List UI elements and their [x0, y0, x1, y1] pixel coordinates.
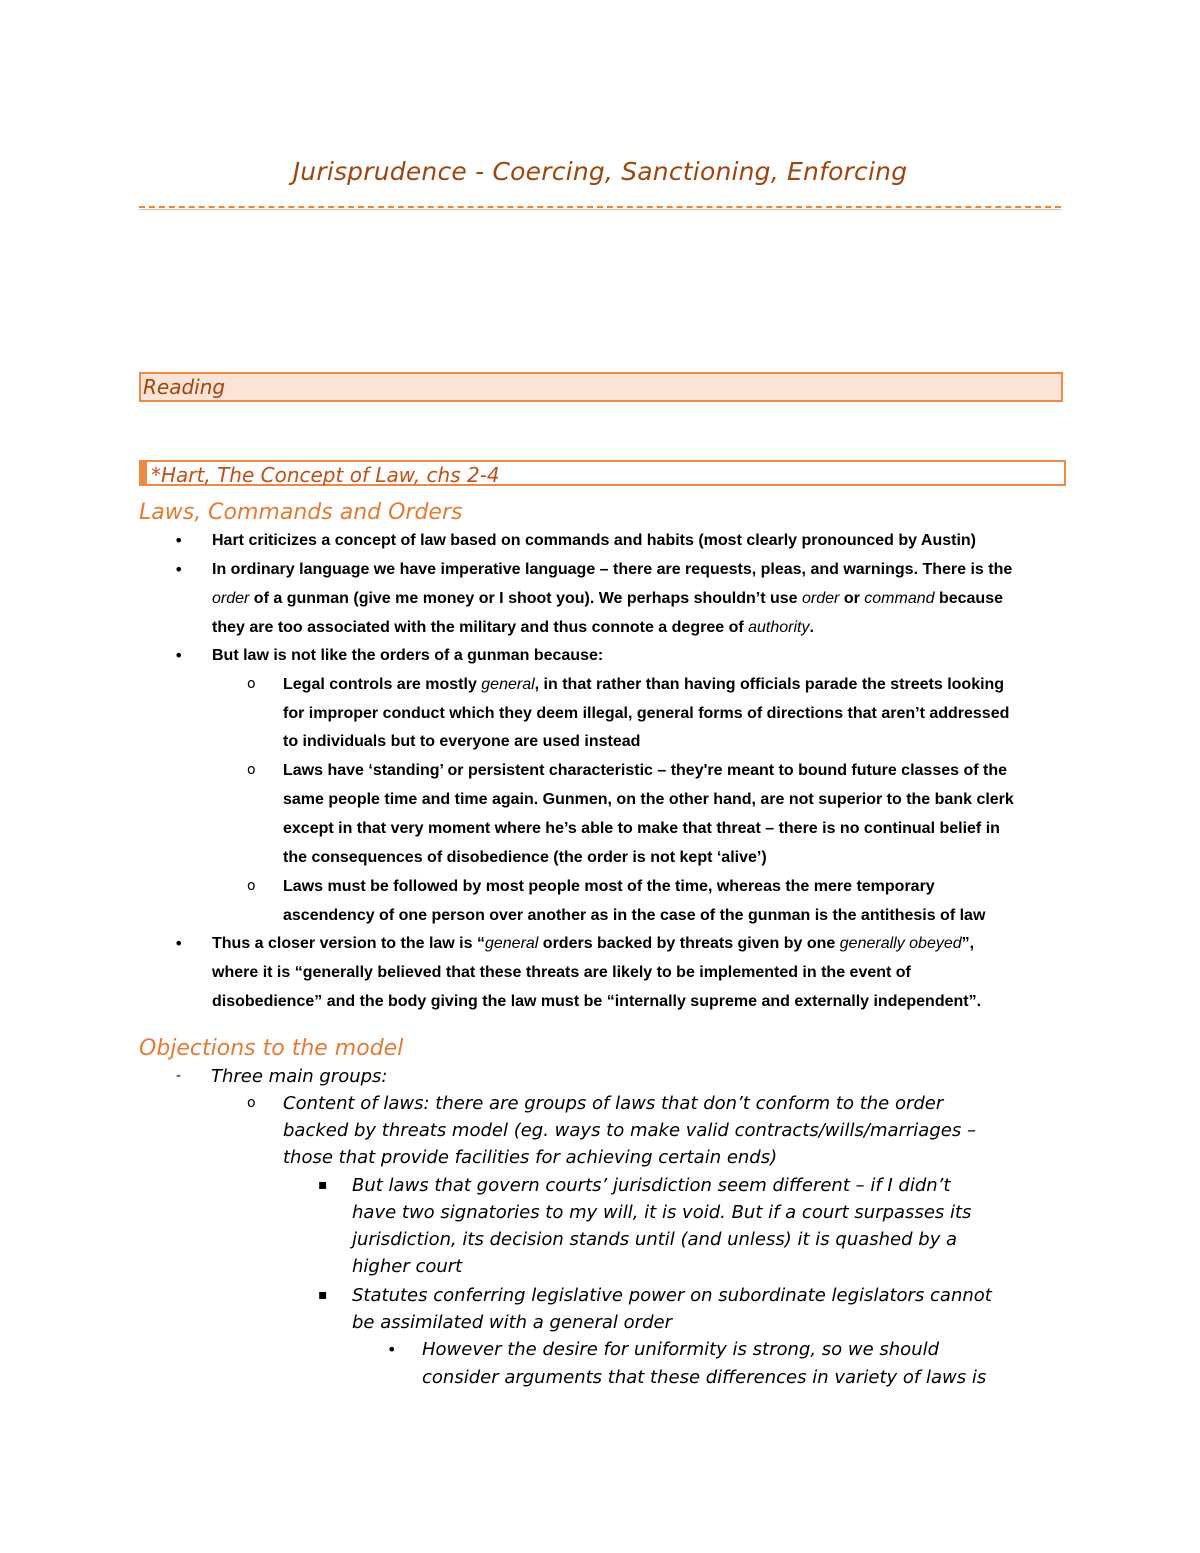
subbullet-2-line1: Laws have ‘standing’ or persistent characteristic – they're meant to bound future classes of the: [283, 762, 1008, 779]
bullet-square: ▪: [318, 1287, 328, 1303]
bullet-text-3: But law is not like the orders of a gunman because:: [212, 647, 604, 664]
objections-line-5a: However the desire for uniformity is strong, so we should: [422, 1339, 940, 1360]
bullet-text-4-line2: where it is “generally believed that these threats are likely to be implemented in the event of: [212, 964, 911, 981]
bullet-dash: -: [176, 1068, 182, 1084]
bullet-dot: •: [174, 934, 184, 953]
objections-line-2a: Content of laws: there are groups of laws that don’t conform to the order: [283, 1093, 944, 1114]
hart-source-box: *Hart, The Concept of Law, chs 2-4: [139, 460, 1066, 486]
section-heading-laws-commands: Laws, Commands and Orders: [139, 500, 463, 525]
objections-line-5b: consider arguments that these differences in variety of laws is: [422, 1367, 987, 1388]
objections-line-3a: But laws that govern courts’ jurisdiction seem different – if I didn’t: [352, 1175, 951, 1196]
subbullet-1-line2: for improper conduct which they deem illegal, general forms of directions that aren’t addressed: [283, 705, 1010, 722]
objections-line-4b: be assimilated with a general order: [352, 1312, 672, 1333]
bullet-dot: •: [174, 531, 184, 550]
bullet-dot: •: [174, 560, 184, 579]
subbullet-1-line1: Legal controls are mostly general, in that rather than having officials parade the streets looking: [283, 676, 1005, 693]
title-divider: [139, 206, 1061, 208]
objections-line-2b: backed by threats model (eg. ways to make valid contracts/wills/marriages –: [283, 1120, 976, 1141]
bullet-dot: •: [174, 646, 184, 665]
bullet-dot: •: [387, 1340, 397, 1359]
subbullet-3-line1: Laws must be followed by most people most of the time, whereas the mere temporary: [283, 878, 935, 895]
bullet-text-2-line2: order of a gunman (give me money or I shoot you). We perhaps shouldn’t use order or command because: [212, 590, 1003, 607]
bullet-text-2-line3: they are too associated with the military and thus connote a degree of authority.: [212, 619, 814, 636]
subbullet-2-line2: same people time and time again. Gunmen, on the other hand, are not superior to the bank clerk: [283, 791, 1014, 808]
objections-line-3b: have two signatories to my will, it is void. But if a court surpasses its: [352, 1202, 972, 1223]
bullet-circle: o: [247, 676, 256, 692]
subbullet-2-line3: except in that very moment where he’s able to make that threat – there is no continual belief in: [283, 820, 1000, 837]
bullet-text-4-line1: Thus a closer version to the law is “general orders backed by threats given by one generally obeyed”,: [212, 935, 975, 952]
bullet-circle: o: [247, 762, 256, 778]
reading-heading-box: Reading: [139, 372, 1063, 402]
objections-line-2c: those that provide facilities for achieving certain ends): [283, 1147, 778, 1168]
subbullet-2-line4: the consequences of disobedience (the order is not kept ‘alive’): [283, 849, 767, 866]
bullet-circle: o: [247, 878, 256, 894]
section-heading-objections: Objections to the model: [139, 1036, 404, 1061]
subbullet-1-line3: to individuals but to everyone are used instead: [283, 733, 641, 750]
objections-line-1: Three main groups:: [211, 1066, 388, 1087]
bullet-text-4-line3: disobedience” and the body giving the law must be “internally supreme and externally independent”.: [212, 993, 982, 1010]
objections-line-3d: higher court: [352, 1256, 463, 1277]
bullet-circle: o: [247, 1095, 256, 1111]
objections-line-4a: Statutes conferring legislative power on subordinate legislators cannot: [352, 1285, 992, 1306]
bullet-square: ▪: [318, 1177, 328, 1193]
title-divider-underline: [139, 209, 1061, 210]
subbullet-3-line2: ascendency of one person over another as in the case of the gunman is the antithesis of law: [283, 907, 986, 924]
objections-line-3c: jurisdiction, its decision stands until (and unless) it is quashed by a: [352, 1229, 958, 1250]
bullet-text-2-line1: In ordinary language we have imperative language – there are requests, pleas, and warnings. There is the: [212, 561, 1013, 578]
bullet-text-1: Hart criticizes a concept of law based on commands and habits (most clearly pronounced by Austin): [212, 532, 977, 549]
document-title: Jurisprudence - Coercing, Sanctioning, Enforcing: [292, 157, 908, 186]
